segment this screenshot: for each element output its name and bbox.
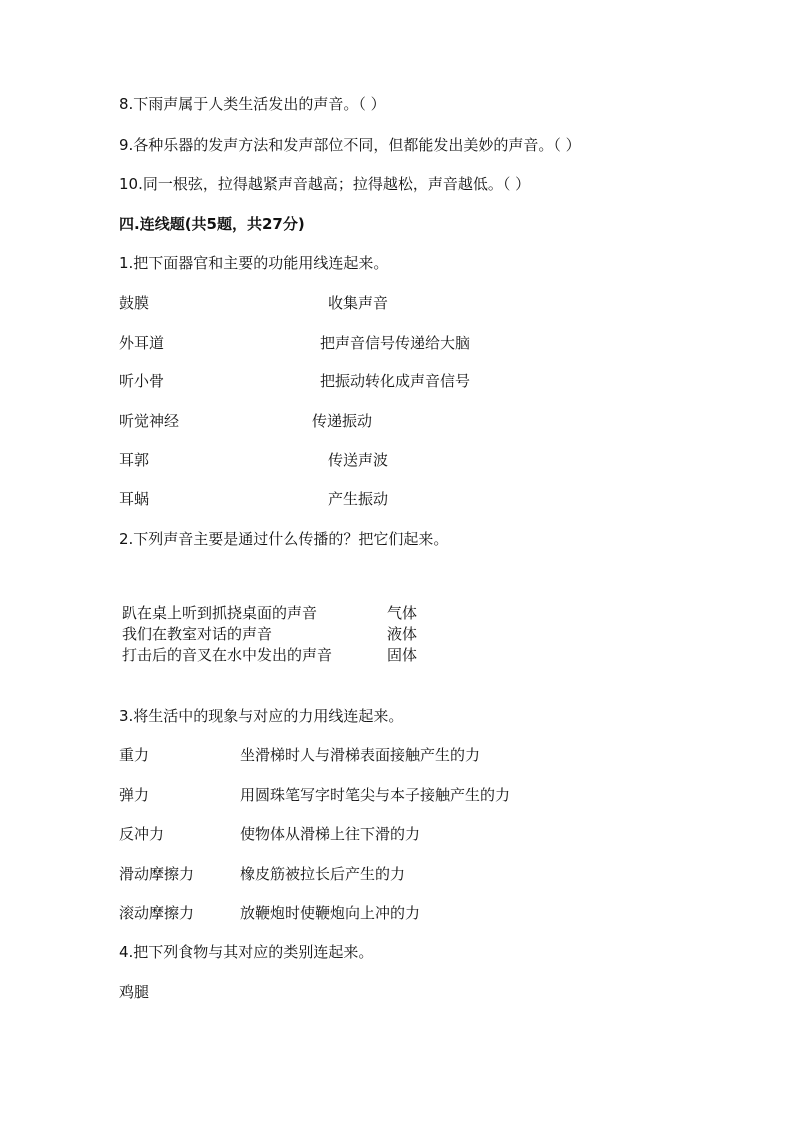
q1-left-item: 外耳道 [119, 334, 165, 352]
q1-left-item: 耳蜗 [119, 490, 150, 508]
q1-prompt: 1.把下面器官和主要的功能用线连起来。 [119, 254, 389, 272]
q3-right-item: 用圆珠笔写字时笔尖与本子接触产生的力 [240, 786, 511, 804]
question-9: 9.各种乐器的发声方法和发声部位不同，但都能发出美妙的声音。（ ） [119, 136, 581, 154]
q1-right-item: 传送声波 [328, 451, 389, 469]
q2-right-item: 气体 [387, 604, 418, 622]
q1-right-item: 收集声音 [328, 294, 389, 312]
q2-left-item: 打击后的音叉在水中发出的声音 [122, 646, 333, 664]
q3-right-item: 使物体从滑梯上往下滑的力 [240, 825, 421, 843]
q3-right-item: 放鞭炮时使鞭炮向上冲的力 [240, 904, 421, 922]
q3-left-item: 滚动摩擦力 [119, 904, 195, 922]
q1-left-item: 听小骨 [119, 372, 165, 390]
q3-left-item: 重力 [119, 746, 150, 764]
q3-right-item: 橡皮筋被拉长后产生的力 [240, 865, 406, 883]
q2-prompt: 2.下列声音主要是通过什么传播的？把它们起来。 [119, 530, 449, 548]
q1-right-item: 把声音信号传递给大脑 [320, 334, 471, 352]
q2-left-item: 趴在桌上听到抓挠桌面的声音 [122, 604, 318, 622]
question-10: 10.同一根弦，拉得越紧声音越高；拉得越松，声音越低。（ ） [119, 175, 531, 193]
q1-left-item: 鼓膜 [119, 294, 150, 312]
q4-left-item: 鸡腿 [119, 983, 150, 1001]
q3-left-item: 滑动摩擦力 [119, 865, 195, 883]
section-heading: 四.连线题(共5题，共27分) [119, 215, 305, 233]
q3-left-item: 反冲力 [119, 825, 165, 843]
q2-right-item: 液体 [387, 625, 418, 643]
q2-left-item: 我们在教室对话的声音 [122, 625, 273, 643]
q1-left-item: 耳郭 [119, 451, 150, 469]
q1-right-item: 传递振动 [312, 412, 373, 430]
q1-right-item: 产生振动 [328, 490, 389, 508]
question-8: 8.下雨声属于人类生活发出的声音。（ ） [119, 95, 386, 113]
q3-right-item: 坐滑梯时人与滑梯表面接触产生的力 [240, 746, 481, 764]
q4-prompt: 4.把下列食物与其对应的类别连起来。 [119, 943, 374, 961]
q1-left-item: 听觉神经 [119, 412, 180, 430]
q3-prompt: 3.将生活中的现象与对应的力用线连起来。 [119, 707, 404, 725]
q3-left-item: 弹力 [119, 786, 150, 804]
q1-right-item: 把振动转化成声音信号 [320, 372, 471, 390]
q2-right-item: 固体 [387, 646, 418, 664]
